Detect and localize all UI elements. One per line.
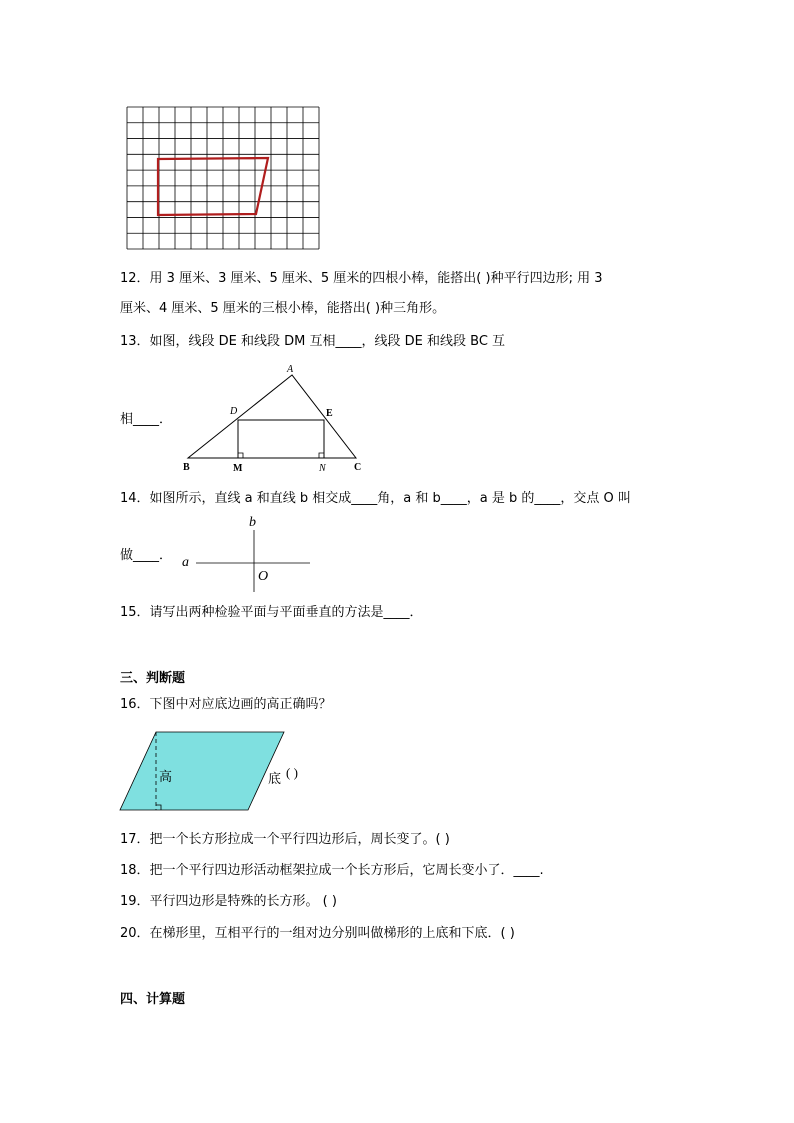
right-angle-mark-n	[319, 453, 324, 458]
question-19: 19．平行四边形是特殊的长方形。 ( )	[120, 894, 337, 909]
parallelogram-figure	[120, 730, 340, 814]
label-a: A	[287, 364, 294, 375]
label-e: E	[326, 408, 333, 419]
question-14-line-1: 14．如图所示，直线 a 和直线 b 相交成____角，a 和 b____，a 是 b 的____，交点 O 叫	[120, 491, 631, 506]
triangle-figure	[180, 360, 370, 476]
label-m: M	[233, 463, 243, 474]
grid-trapezoid	[158, 158, 268, 215]
label-base: 底	[268, 771, 282, 786]
question-14-line-2: 做____．	[120, 548, 173, 563]
section-3-title: 三、判断题	[120, 671, 186, 686]
label-point-o: O	[258, 569, 269, 584]
answer-paren: ( )	[286, 765, 298, 780]
parallelogram-shape	[120, 732, 284, 810]
intersecting-lines-figure	[178, 510, 318, 596]
question-13-line-2: 相____．	[120, 412, 173, 427]
right-angle-mark-m	[238, 453, 243, 458]
question-18: 18．把一个平行四边形活动框架拉成一个长方形后，它周长变小了．____.	[120, 863, 544, 878]
label-d: D	[230, 406, 238, 417]
question-13-line-1: 13．如图，线段 DE 和线段 DM 互相____，线段 DE 和线段 BC 互	[120, 334, 506, 349]
section-4-title: 四、计算题	[120, 992, 186, 1007]
question-15: 15．请写出两种检验平面与平面垂直的方法是____．	[120, 605, 423, 620]
label-line-a: a	[182, 555, 189, 570]
label-n: N	[319, 463, 326, 474]
grid-figure	[126, 106, 320, 250]
label-height: 高	[159, 769, 173, 784]
label-b: B	[183, 462, 190, 473]
rectangle-demn	[238, 420, 324, 458]
question-17: 17．把一个长方形拉成一个平行四边形后，周长变了。( )	[120, 832, 450, 847]
label-line-b: b	[249, 515, 256, 530]
question-12-line-1: 12．用 3 厘米、3 厘米、5 厘米、5 厘米的四根小棒，能搭出( )种平行四边形; 用 3	[120, 271, 603, 286]
question-12-line-2: 厘米、4 厘米、5 厘米的三根小棒，能搭出( )种三角形。	[120, 301, 446, 316]
question-16: 16．下图中对应底边画的高正确吗？	[120, 697, 332, 712]
question-20: 20．在梯形里，互相平行的一组对边分别叫做梯形的上底和下底．( )	[120, 926, 515, 941]
label-c: C	[354, 462, 362, 473]
